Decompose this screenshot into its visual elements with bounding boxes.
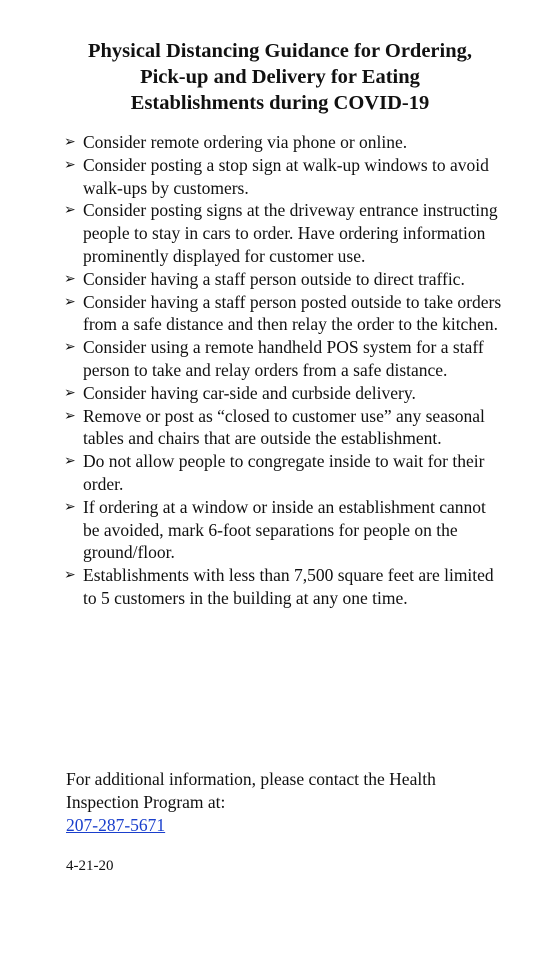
document-date: 4-21-20 xyxy=(66,858,114,874)
arrowhead-bullet-icon: ➢ xyxy=(64,407,76,424)
list-item-text: Consider using a remote handheld POS system for a staff person to take and relay orders from a safe distance. xyxy=(83,337,484,380)
phone-number-link[interactable]: 207-287-5671 xyxy=(66,814,166,835)
arrowhead-bullet-icon: ➢ xyxy=(64,453,76,470)
list-item xyxy=(64,450,504,496)
list-item xyxy=(64,268,504,291)
guidance-list xyxy=(64,131,504,610)
arrowhead-bullet-icon: ➢ xyxy=(64,270,76,287)
list-item xyxy=(64,154,504,200)
contact-text: For additional information, please contact the Health xyxy=(66,769,436,789)
contact-text: Inspection Program at: xyxy=(66,791,226,812)
list-item-text: Do not allow people to congregate inside to wait for their order. xyxy=(83,451,485,494)
list-item xyxy=(64,131,504,154)
title-line: Establishments during COVID-19 xyxy=(130,92,430,114)
list-item-text: Consider posting a stop sign at walk-up windows to avoid walk-ups by customers. xyxy=(83,154,489,198)
arrowhead-bullet-icon: ➢ xyxy=(64,384,76,401)
list-item-text: If ordering at a window or inside an establishment cannot be avoided, mark 6-foot separations for people on the ground/floor. xyxy=(83,496,486,563)
document-title xyxy=(40,38,520,116)
list-item-text: Establishments with less than 7,500 square feet are limited to 5 customers in the building at any one time. xyxy=(83,565,494,608)
list-item-text: Consider posting signs at the driveway entrance instructing people to stay in cars to order. Have ordering information prominently displayed for customer use. xyxy=(83,200,498,266)
arrowhead-bullet-icon: ➢ xyxy=(64,498,76,515)
contact-info xyxy=(66,768,506,836)
arrowhead-bullet-icon: ➢ xyxy=(64,202,76,219)
list-item-text: Consider having a staff person outside to direct traffic. xyxy=(83,268,465,289)
arrowhead-bullet-icon: ➢ xyxy=(64,156,76,173)
list-item-text: Consider remote ordering via phone or online. xyxy=(83,132,408,152)
list-item xyxy=(64,291,504,337)
list-item xyxy=(64,405,504,451)
list-item xyxy=(64,336,504,382)
arrowhead-bullet-icon: ➢ xyxy=(64,134,76,150)
list-item xyxy=(64,496,504,564)
title-line: Pick-up and Delivery for Eating xyxy=(140,66,420,88)
list-item xyxy=(64,564,504,610)
list-item xyxy=(64,199,504,267)
list-item-text: Remove or post as “closed to customer use” any seasonal tables and chairs that are outside the establishment. xyxy=(83,405,485,449)
list-item-text: Consider having car-side and curbside delivery. xyxy=(83,382,416,403)
title-line: Physical Distancing Guidance for Ordering, xyxy=(87,40,472,62)
list-item-text: Consider having a staff person posted outside to take orders from a safe distance and then relay the order to the kitchen. xyxy=(83,291,502,335)
list-item xyxy=(64,382,504,405)
arrowhead-bullet-icon: ➢ xyxy=(64,339,76,356)
arrowhead-bullet-icon: ➢ xyxy=(64,567,76,584)
arrowhead-bullet-icon: ➢ xyxy=(64,293,76,310)
